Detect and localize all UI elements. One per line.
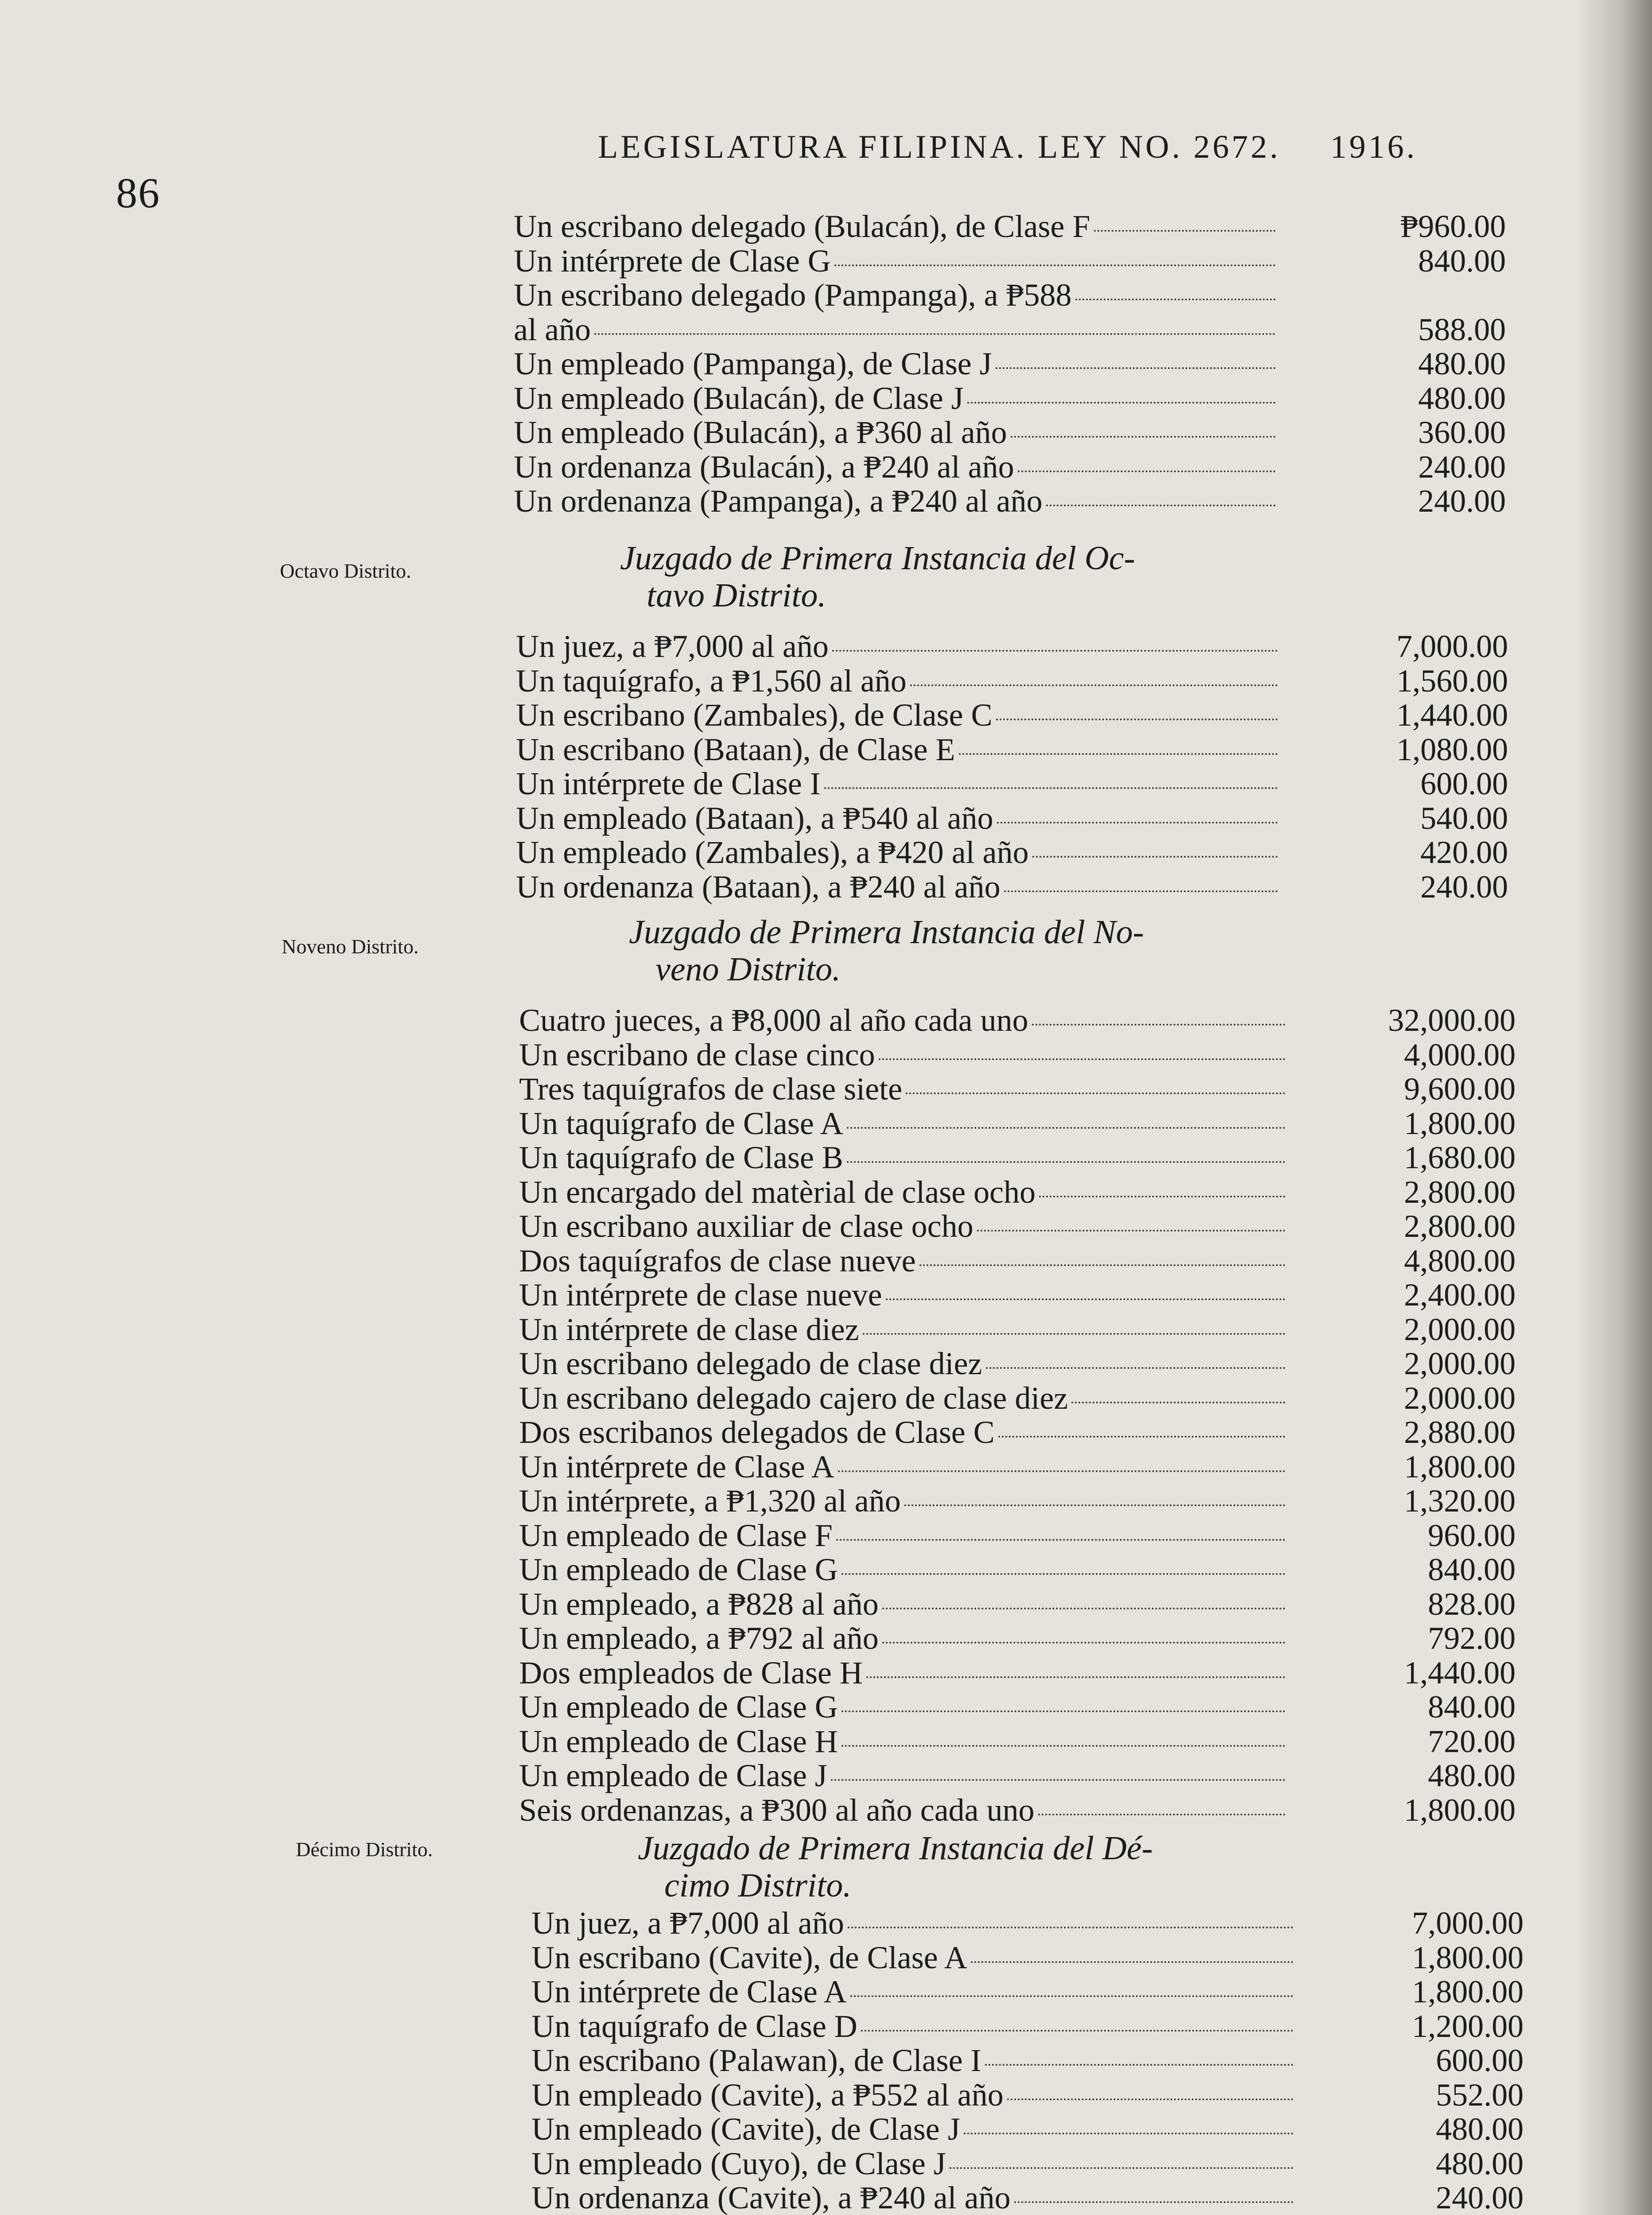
line-item-label — [519, 1414, 1285, 1451]
section-heading-noveno — [629, 913, 1320, 988]
margin-note-noveno: Noveno Distrito. — [282, 935, 419, 958]
line-item-text: Un taquígrafo de Clase B — [519, 1140, 843, 1175]
line-item — [519, 1689, 1516, 1723]
line-item-amount: 2,800.00 — [1404, 1174, 1516, 1210]
line-item — [519, 1586, 1516, 1620]
line-item-amount: 552.00 — [1436, 2077, 1524, 2113]
line-item-text: Un taquígrafo de Clase D — [531, 2008, 857, 2044]
line-item-label — [519, 1071, 1285, 1108]
dot-leader — [1011, 436, 1276, 438]
line-item-label — [519, 1277, 1285, 1313]
line-item-text: Un empleado (Bulacán), de Clase J — [514, 380, 964, 416]
line-item-label — [519, 1586, 1285, 1623]
dot-leader — [1032, 856, 1278, 858]
line-item — [519, 1723, 1516, 1758]
line-item-label — [516, 869, 1278, 905]
dot-leader — [832, 650, 1278, 652]
line-item-text: al año — [514, 311, 591, 347]
line-item-amount: 1,800.00 — [1404, 1449, 1516, 1484]
line-item-label — [531, 1939, 1293, 1976]
dot-leader — [959, 753, 1278, 755]
line-item-text: Un escribano delegado (Bulacán), de Clase F — [514, 209, 1090, 244]
line-item — [519, 1517, 1516, 1552]
line-item — [516, 628, 1508, 663]
dot-leader — [879, 1058, 1285, 1060]
line-item-amount: 2,000.00 — [1404, 1346, 1516, 1381]
line-item-label — [531, 2145, 1293, 2182]
line-item-label — [519, 1689, 1285, 1725]
line-item-amount: 2,400.00 — [1404, 1277, 1516, 1313]
line-item — [514, 346, 1506, 380]
dot-leader — [850, 1995, 1293, 1997]
line-item — [516, 766, 1508, 800]
dot-leader — [847, 1127, 1285, 1129]
heading-line: veno Distrito. — [655, 951, 841, 988]
line-item-amount: 480.00 — [1428, 1758, 1516, 1793]
line-item-amount: 1,800.00 — [1412, 1939, 1524, 1975]
line-item-text: Dos empleados de Clase H — [519, 1655, 863, 1690]
heading-line: Juzgado de Primera Instancia del No- — [629, 913, 1144, 951]
dot-leader — [1075, 299, 1276, 300]
line-item-label — [519, 1551, 1285, 1588]
dot-leader — [882, 1642, 1285, 1644]
line-item — [519, 1483, 1516, 1517]
line-item-text: Un empleado (Bataan), a ₱540 al año — [516, 800, 993, 836]
dot-leader — [997, 822, 1278, 824]
line-item — [519, 1105, 1516, 1140]
line-item-text: Un ordenanza (Pampanga), a ₱240 al año — [514, 483, 1043, 519]
line-item — [531, 2145, 1524, 2180]
line-item-text: Un empleado (Pampanga), de Clase J — [514, 346, 992, 381]
line-item — [519, 1037, 1516, 1071]
line-item-text: Un empleado (Zambales), a ₱420 al año — [516, 835, 1029, 870]
line-item-label — [531, 2077, 1293, 2114]
line-item — [516, 663, 1508, 697]
line-item-amount: 1,800.00 — [1404, 1105, 1516, 1141]
line-item-text: Un juez, a ₱7,000 al año — [516, 629, 829, 664]
dot-leader — [986, 1367, 1285, 1369]
dot-leader — [1032, 1024, 1285, 1026]
page-number: 86 — [116, 169, 160, 217]
line-item-text: Un ordenanza (Cavite), a ₱240 al año — [531, 2180, 1011, 2215]
line-item — [519, 1655, 1516, 1689]
line-item-amount: 480.00 — [1436, 2111, 1524, 2147]
heading-line: Juzgado de Primera Instancia del Dé- — [638, 1830, 1153, 1867]
page-edge-shadow — [1577, 0, 1652, 2215]
line-item-label — [519, 1345, 1285, 1382]
dot-leader — [842, 1573, 1285, 1575]
line-item-amount: 2,000.00 — [1404, 1311, 1516, 1347]
line-item — [531, 2077, 1524, 2111]
line-item — [514, 449, 1506, 483]
line-item-label — [519, 1723, 1285, 1760]
section-heading-decimo — [638, 1830, 1329, 1904]
dot-leader — [906, 1092, 1285, 1094]
line-item-text: Un encargado del matèrial de clase ocho — [519, 1174, 1036, 1210]
dot-leader — [824, 787, 1278, 789]
line-item-label — [519, 1517, 1285, 1554]
dot-leader — [838, 1470, 1285, 1472]
line-item — [514, 243, 1506, 277]
line-item-amount: 600.00 — [1436, 2043, 1524, 2078]
line-item-text: Un empleado de Clase G — [519, 1689, 838, 1725]
line-item — [531, 1974, 1524, 2008]
line-item-amount: 960.00 — [1428, 1517, 1516, 1553]
dot-leader — [834, 264, 1276, 266]
line-item — [519, 1277, 1516, 1311]
line-item-amount: ₱960.00 — [1400, 209, 1506, 244]
line-item-amount: 4,000.00 — [1404, 1037, 1516, 1073]
line-item-amount: 2,800.00 — [1404, 1209, 1516, 1244]
running-head — [598, 128, 1417, 166]
line-item-label — [519, 1757, 1285, 1794]
line-item-text: Un empleado (Bulacán), a ₱360 al año — [514, 415, 1007, 450]
line-item-amount: 720.00 — [1428, 1723, 1516, 1759]
line-item-label — [519, 1105, 1285, 1142]
line-item — [516, 697, 1508, 731]
dot-leader — [950, 2167, 1293, 2169]
dot-leader — [882, 1608, 1285, 1609]
line-item-amount: 7,000.00 — [1412, 1905, 1524, 1941]
line-item-amount: 480.00 — [1436, 2145, 1524, 2181]
line-item-label — [516, 697, 1278, 734]
line-item-amount: 840.00 — [1428, 1552, 1516, 1587]
line-item-text: Un empleado, a ₱792 al año — [519, 1620, 879, 1656]
dot-leader — [1004, 890, 1278, 892]
line-item-text: Un intérprete de clase nueve — [519, 1277, 882, 1313]
dot-leader — [594, 333, 1276, 335]
line-item-amount: 792.00 — [1428, 1620, 1516, 1656]
line-item — [516, 800, 1508, 835]
line-item-label — [514, 243, 1276, 280]
line-item — [519, 1208, 1516, 1243]
line-item-text: Un escribano auxiliar de clase ocho — [519, 1209, 973, 1244]
line-item-text: Dos taquígrafos de clase nueve — [519, 1243, 916, 1278]
dot-leader — [919, 1264, 1285, 1266]
line-item-amount: 1,320.00 — [1404, 1483, 1516, 1519]
line-item-text: Un intérprete, a ₱1,320 al año — [519, 1483, 901, 1519]
line-item-amount: 240.00 — [1418, 449, 1506, 485]
line-item — [519, 1139, 1516, 1174]
line-item-text: Un empleado (Cuyo), de Clase J — [531, 2145, 946, 2181]
line-item-text: Un intérprete de Clase A — [519, 1449, 834, 1484]
line-item-label — [519, 1208, 1285, 1245]
line-item-label — [519, 1792, 1285, 1829]
line-item-amount: 540.00 — [1420, 800, 1508, 836]
line-item — [516, 834, 1508, 869]
line-item — [519, 1071, 1516, 1105]
line-item-text: Un intérprete de clase diez — [519, 1311, 859, 1347]
line-item-text: Un empleado de Clase G — [519, 1552, 838, 1587]
line-item-label — [519, 1483, 1285, 1519]
line-item-label — [514, 449, 1276, 486]
line-item-amount: 2,880.00 — [1404, 1414, 1516, 1450]
line-item-text: Un ordenanza (Bataan), a ₱240 al año — [516, 869, 1001, 905]
line-item-label — [516, 766, 1278, 802]
line-item-label — [514, 414, 1276, 451]
line-item — [514, 311, 1506, 346]
line-item-label — [519, 1002, 1285, 1039]
line-item-label — [531, 2008, 1293, 2045]
dot-leader — [998, 1436, 1285, 1438]
line-item-text: Un escribano delegado cajero de clase diez — [519, 1380, 1068, 1416]
line-item-amount: 1,800.00 — [1412, 1974, 1524, 2009]
line-item-amount: 240.00 — [1418, 483, 1506, 519]
dot-leader — [831, 1779, 1285, 1781]
line-item-text: Un escribano (Cavite), de Clase A — [531, 1939, 967, 1975]
line-item-text: Un juez, a ₱7,000 al año — [531, 1905, 844, 1941]
line-item — [519, 1380, 1516, 1414]
line-item-label — [519, 1139, 1285, 1176]
line-item-amount: 840.00 — [1428, 1689, 1516, 1725]
line-item — [519, 1243, 1516, 1277]
heading-line: tavo Distrito. — [647, 577, 826, 614]
dot-leader — [996, 367, 1276, 369]
line-item-amount: 1,440.00 — [1396, 697, 1508, 733]
line-item — [519, 1002, 1516, 1037]
line-item-amount: 1,440.00 — [1404, 1655, 1516, 1690]
section-heading-octavo — [620, 540, 1311, 614]
dot-leader — [842, 1745, 1285, 1747]
line-item-amount: 2,000.00 — [1404, 1380, 1516, 1416]
line-item-amount: 1,560.00 — [1396, 663, 1508, 699]
line-item-text: Cuatro jueces, a ₱8,000 al año cada uno — [519, 1003, 1028, 1038]
dot-leader — [964, 2133, 1293, 2134]
line-item-amount: 828.00 — [1428, 1586, 1516, 1622]
line-item-text: Un intérprete de Clase A — [531, 1974, 847, 2009]
line-item-amount: 1,080.00 — [1396, 731, 1508, 767]
line-item — [519, 1345, 1516, 1380]
heading-line: Juzgado de Primera Instancia del Oc- — [620, 540, 1135, 577]
line-item-text: Dos escribanos delegados de Clase C — [519, 1414, 995, 1450]
line-item — [519, 1174, 1516, 1209]
line-item-text: Un empleado (Cavite), a ₱552 al año — [531, 2077, 1004, 2113]
line-item — [519, 1449, 1516, 1483]
dot-leader — [1014, 2201, 1293, 2203]
line-item — [531, 2008, 1524, 2043]
line-item-text: Un escribano (Bataan), de Clase E — [516, 731, 955, 767]
dot-leader — [1018, 470, 1276, 472]
line-item-text: Un escribano (Palawan), de Clase I — [531, 2043, 981, 2078]
line-item-amount: 240.00 — [1436, 2180, 1524, 2215]
line-item-label — [531, 2111, 1293, 2148]
line-item-amount: 588.00 — [1418, 311, 1506, 347]
margin-note-decimo: Décimo Distrito. — [296, 1838, 433, 1861]
line-item — [519, 1620, 1516, 1655]
line-item-text: Un empleado, a ₱828 al año — [519, 1586, 879, 1622]
line-item — [514, 208, 1506, 243]
dot-leader — [842, 1710, 1285, 1712]
line-item-amount: 840.00 — [1418, 243, 1506, 279]
dot-leader — [967, 402, 1276, 404]
dot-leader — [1039, 1196, 1285, 1197]
dot-leader — [866, 1676, 1285, 1678]
line-item — [514, 277, 1506, 311]
heading-line: cimo Distrito. — [664, 1867, 852, 1904]
line-item-text: Un empleado de Clase F — [519, 1517, 833, 1553]
line-item-amount: 32,000.00 — [1388, 1003, 1516, 1038]
line-item-label — [531, 2042, 1293, 2079]
line-item — [519, 1792, 1516, 1826]
line-item — [531, 2042, 1524, 2077]
line-item-label — [519, 1380, 1285, 1417]
line-item-label — [516, 663, 1278, 699]
dot-leader — [1071, 1402, 1285, 1403]
line-item-label — [514, 208, 1276, 245]
line-item-label — [519, 1243, 1285, 1279]
line-item-label — [514, 380, 1276, 417]
line-item — [531, 1939, 1524, 1974]
line-item-label — [531, 1974, 1293, 2010]
line-item-label — [519, 1174, 1285, 1211]
dot-leader — [996, 719, 1278, 720]
line-item-text: Seis ordenanzas, a ₱300 al año cada uno — [519, 1792, 1035, 1828]
line-item-label — [519, 1655, 1285, 1691]
line-item-amount: 600.00 — [1420, 766, 1508, 801]
line-item-label — [514, 277, 1276, 314]
line-item-text: Un taquígrafo de Clase A — [519, 1105, 843, 1141]
line-item — [519, 1311, 1516, 1346]
line-item-text: Un ordenanza (Bulacán), a ₱240 al año — [514, 449, 1014, 485]
line-item-amount: 1,680.00 — [1404, 1140, 1516, 1175]
dot-leader — [886, 1298, 1285, 1300]
line-item — [519, 1414, 1516, 1449]
line-item-label — [516, 731, 1278, 768]
line-item — [514, 414, 1506, 449]
line-item-text: Tres taquígrafos de clase siete — [519, 1071, 903, 1107]
line-item-label — [531, 1905, 1293, 1942]
line-item-amount: 1,200.00 — [1412, 2008, 1524, 2044]
line-item-text: Un intérprete de Clase I — [516, 766, 821, 801]
line-item-label — [516, 800, 1278, 837]
line-item-label — [519, 1449, 1285, 1485]
line-item-text: Un escribano de clase cinco — [519, 1037, 875, 1073]
line-item-text: Un escribano delegado (Pampanga), a ₱588 — [514, 277, 1072, 313]
dot-leader — [971, 1961, 1293, 1963]
margin-note-octavo: Octavo Distrito. — [280, 560, 411, 582]
line-item-label — [531, 2180, 1293, 2215]
line-item-label — [514, 346, 1276, 382]
running-head-year: 1916. — [1330, 129, 1417, 165]
line-item-amount: 7,000.00 — [1396, 629, 1508, 664]
line-item — [514, 483, 1506, 517]
running-head-title: LEGISLATURA FILIPINA. LEY NO. 2672. — [598, 129, 1281, 165]
line-item-text: Un escribano delegado de clase diez — [519, 1346, 982, 1381]
dot-leader — [861, 2030, 1293, 2032]
line-item-label — [519, 1311, 1285, 1348]
line-item-text: Un empleado (Cavite), de Clase J — [531, 2111, 960, 2147]
dot-leader — [985, 2064, 1293, 2066]
line-item-text: Un taquígrafo, a ₱1,560 al año — [516, 663, 907, 699]
line-item-label — [519, 1037, 1285, 1073]
line-item-amount: 360.00 — [1418, 415, 1506, 450]
dot-leader — [1046, 505, 1276, 506]
line-item-amount: 1,800.00 — [1404, 1792, 1516, 1828]
dot-leader — [1038, 1814, 1285, 1815]
line-item — [531, 2111, 1524, 2145]
line-item — [516, 869, 1508, 903]
dot-leader — [847, 1161, 1285, 1163]
dot-leader — [848, 1927, 1293, 1928]
line-item-amount: 480.00 — [1418, 346, 1506, 381]
line-item — [531, 1905, 1524, 1939]
line-item-label — [516, 628, 1278, 665]
dot-leader — [910, 684, 1278, 686]
line-item-text: Un empleado de Clase H — [519, 1723, 838, 1759]
dot-leader — [836, 1539, 1285, 1541]
dot-leader — [1007, 2098, 1293, 2100]
line-item-label — [516, 834, 1278, 871]
line-item-amount: 4,800.00 — [1404, 1243, 1516, 1278]
line-item-amount: 9,600.00 — [1404, 1071, 1516, 1107]
line-item-label — [514, 483, 1276, 520]
line-item-amount: 420.00 — [1420, 835, 1508, 870]
dot-leader — [1094, 230, 1276, 232]
line-item — [531, 2180, 1524, 2214]
line-item-amount: 480.00 — [1418, 380, 1506, 416]
line-item — [519, 1551, 1516, 1586]
dot-leader — [904, 1504, 1285, 1506]
line-item-amount: 240.00 — [1420, 869, 1508, 905]
line-item — [519, 1757, 1516, 1792]
dot-leader — [977, 1230, 1285, 1232]
line-item-text: Un escribano (Zambales), de Clase C — [516, 697, 993, 733]
line-item-text: Un empleado de Clase J — [519, 1758, 827, 1793]
line-item-text: Un intérprete de Clase G — [514, 243, 831, 279]
line-item-label — [514, 311, 1276, 348]
line-item-label — [519, 1620, 1285, 1657]
line-item — [514, 380, 1506, 415]
line-item — [516, 731, 1508, 766]
dot-leader — [863, 1333, 1285, 1335]
